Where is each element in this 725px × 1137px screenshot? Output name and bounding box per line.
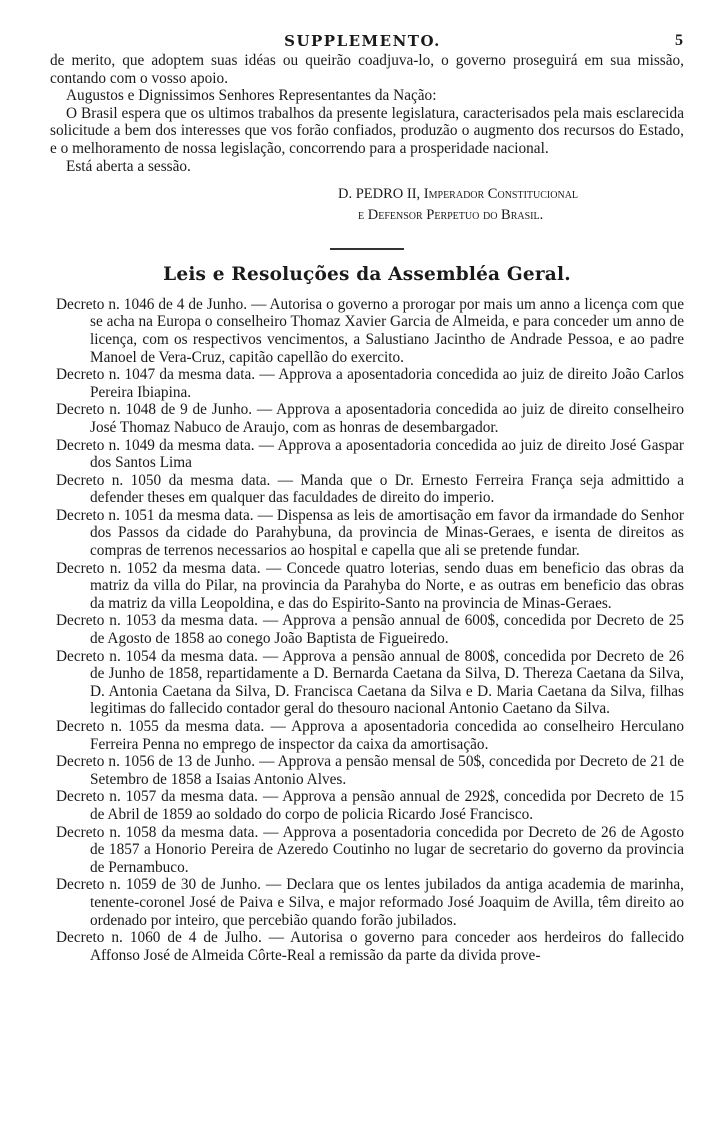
section-divider: [330, 248, 404, 250]
page-number: 5: [675, 32, 683, 49]
decree-entry: Decreto n. 1052 da mesma data. — Concede quatro loterias, sendo duas em beneficio das obras da matriz da villa do Pilar, na provincia da Parahyba do Norte, e as outras em beneficio das obras da matriz da villa Leopoldina, e das do Espirito-Santo na provincia de Minas-Geraes.: [56, 559, 684, 612]
decree-entry: Decreto n. 1053 da mesma data. — Approva a pensão annual de 600$, concedida por Decreto de 25 de Agosto de 1858 ao conego João Baptista de Figueiredo.: [56, 612, 684, 648]
decree-entry: Decreto n. 1056 de 13 de Junho. — Approva a pensão mensal de 50$, concedida por Decreto de 21 de Setembro de 1858 a Isaias Antonio Alves.: [56, 753, 684, 788]
page-body: [50, 52, 684, 964]
page-header: [0, 32, 725, 52]
section-title: Leis e Resoluções da Assembléa Geral.: [163, 264, 571, 286]
decree-entry: Decreto n. 1051 da mesma data. — Dispensa as leis de amortisação em favor da irmandade do Senhor dos Passos da cidade do Parahybuna, da provincia de Minas-Geraes, e isenta de direitos as compras de terrenos necessarios ao hospital e capella que ali se pretende fundar.: [56, 506, 684, 560]
decree-entry: Decreto n. 1047 da mesma data. — Approva a aposentadoria concedida ao juiz de direito João Carlos Pereira Ibiapina.: [56, 366, 684, 401]
speech-paragraph: Está aberta a sessão.: [66, 157, 191, 175]
decree-entry: Decreto n. 1060 de 4 de Julho. — Autorisa o governo para conceder aos herdeiros do fallecido Affonso José de Almeida Côrte-Real a remissão da parte da divida prove-: [56, 929, 684, 964]
speech-paragraph: Augustos e Dignissimos Senhores Representantes da Nação:: [66, 87, 437, 105]
decree-entry: Decreto n. 1048 de 9 de Junho. — Approva a aposentadoria concedida ao juiz de direito conselheiro José Thomaz Nabuco de Araujo, com as honras de desembargador.: [56, 401, 684, 436]
running-head: SUPPLEMENTO.: [284, 32, 441, 50]
decree-list: [50, 296, 684, 965]
signature-line: D. PEDRO II, Imperador Constitucional: [338, 186, 579, 203]
speech-paragraph: O Brasil espera que os ultimos trabalhos da presente legislatura, caracterisados pela mais esclarecida solicitude a bem dos interesses que vos forão confiados, produzão o augmento dos recursos do Estado, e o melhoramento de nossa legislação, concorrendo para a prosperidade nacional.: [50, 104, 684, 157]
decree-entry: Decreto n. 1059 de 30 de Junho. — Declara que os lentes jubilados da antiga academia de marinha, tenente-coronel José de Paiva e Silva, e major reformado José Joaquim de Avilla, têm direito ao ordenado por inteiro, que percebião quando forão jubilados.: [56, 876, 684, 929]
signature-line: e Defensor Perpetuo do Brasil.: [358, 207, 544, 224]
speech-paragraph: de merito, que adoptem suas idéas ou queirão coadjuva-lo, o governo proseguirá em sua missão, contando com o vosso apoio.: [50, 52, 684, 87]
decree-entry: Decreto n. 1057 da mesma data. — Approva a pensão annual de 292$, concedida por Decreto de 15 de Abril de 1859 ao soldado do corpo de policia Ricardo José Francisco.: [56, 788, 684, 823]
decree-entry: Decreto n. 1054 da mesma data. — Approva a pensão annual de 800$, concedida por Decreto de 26 de Junho de 1858, repartidamente a D. Bernarda Caetana da Silva, D. Thereza Caetana da Silva, D. Antonia Caetana da Silva, D. Francisca Caetana da Silva e D. Maria Caetana da Silva, filhas legitimas do fallecido contador geral do thesouro nacional Antonio Caetano da Silva.: [56, 647, 684, 718]
decree-entry: Decreto n. 1055 da mesma data. — Approva a aposentadoria concedida ao conselheiro Herculano Ferreira Penna no emprego de inspector da caixa da amortisação.: [56, 718, 684, 753]
decree-entry: Decreto n. 1058 da mesma data. — Approva a posentadoria concedida por Decreto de 26 de Agosto de 1857 a Honorio Pereira de Azeredo Coutinho no lugar de secretario do governo da provincia de Pernambuco.: [56, 823, 684, 876]
decree-entry: Decreto n. 1046 de 4 de Junho. — Autorisa o governo a prorogar por mais um anno a licença com que se acha na Europa o conselheiro Thomaz Xavier Garcia de Almeida, e para conceder um anno de licença, com os respectivos vencimentos, a Salustiano Jacintho de Andrade Pessoa, e ao padre Manoel de Vera-Cruz, capitão capellão do exercito.: [56, 295, 684, 366]
signature: [50, 184, 684, 226]
decree-entry: Decreto n. 1049 da mesma data. — Approva a aposentadoria concedida ao juiz de direito José Gaspar dos Santos Lima: [56, 436, 684, 472]
decree-entry: Decreto n. 1050 da mesma data. — Manda que o Dr. Ernesto Ferreira França seja admittido a defender theses em qualquer das faculdades de direito do imperio.: [56, 471, 684, 507]
